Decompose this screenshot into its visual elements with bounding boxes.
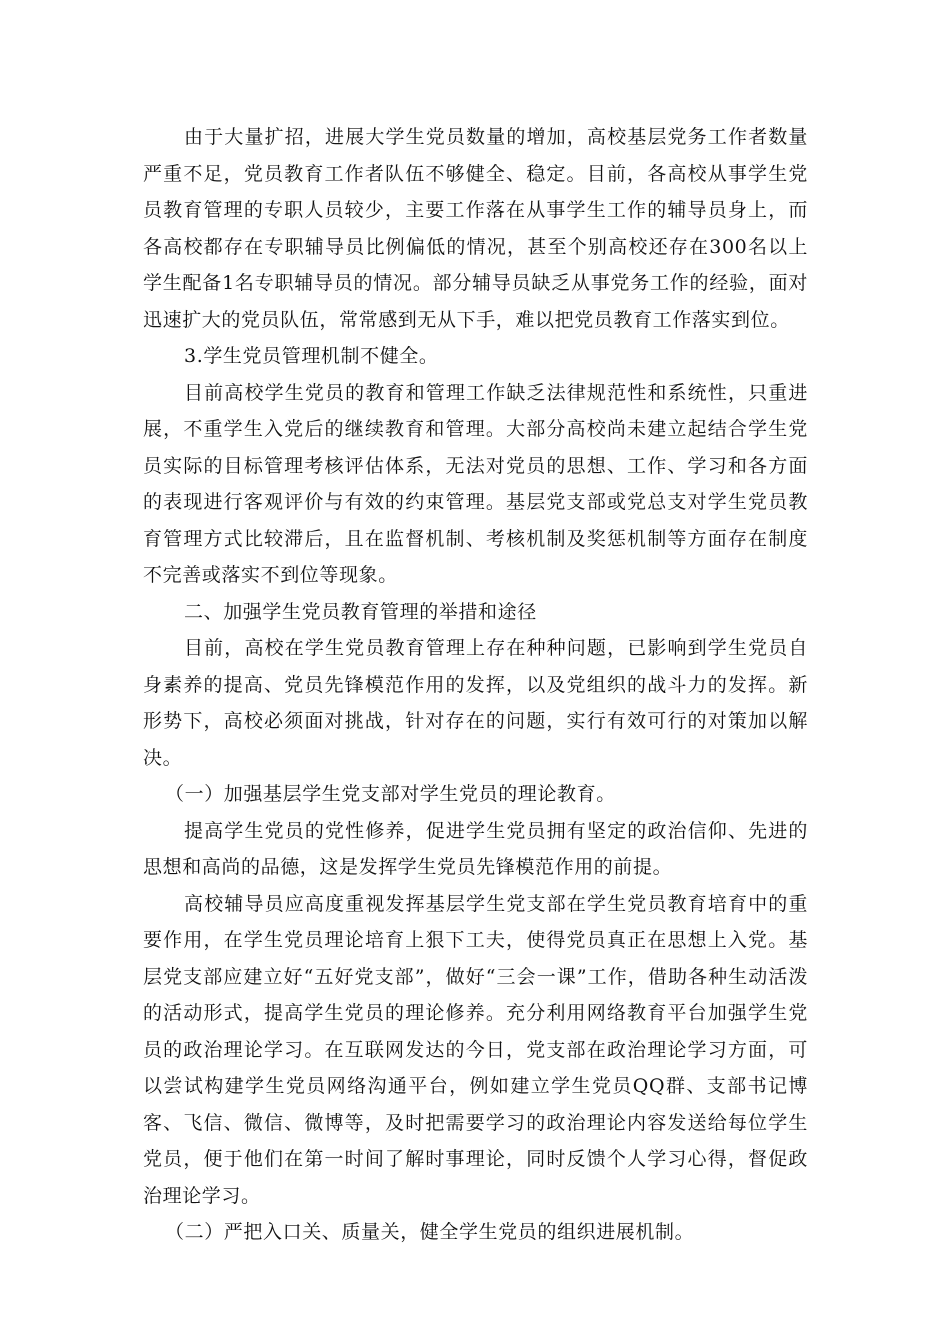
section-heading-measures: 二、加强学生党员教育管理的举措和途径 [184,600,537,623]
paragraph-management-mechanism: 目前高校学生党员的教育和管理工作缺乏法律规范性和系统性，只重进展，不重学生入党后的继续教育和管理。大部分高校尚未建立起结合学生党员实际的目标管理考核评估体系，无法对党员的思想、工作、学习和各方面的表现进行客观评价与有效的约束管理。基层党支部或党总支对学生党员教育管理方式比较滞后，且在监督机制、考核机制及奖惩机制等方面存在制度不完善或落实不到位等现象。 [143,381,808,586]
paragraph-counselor-role: 高校辅导员应高度重视发挥基层学生党支部在学生党员教育培育中的重要作用，在学生党员理论培育上狠下工夫，使得党员真正在思想上入党。基层党支部应建立好“五好党支部”，做好“三会一课”工作，借助各种生动活泼的活动形式，提高学生党员的理论修养。充分利用网络教育平台加强学生党员的政治理论学习。在互联网发达的今日，党支部在政治理论学习方面，可以尝试构建学生党员网络沟通平台，例如建立学生党员QQ群、支部书记博客、飞信、微信、微博等，及时把需要学习的政治理论内容发送给每位学生党员，便于他们在第一时间了解时事理论，同时反馈个人学习心得，督促政治理论学习。 [143,892,808,1207]
paragraph-party-spirit: 提高学生党员的党性修养，促进学生党员拥有坚定的政治信仰、先进的思想和高尚的品德，这是发挥学生党员先锋模范作用的前提。 [143,819,808,878]
subheading-theory-education: （一）加强基层学生党支部对学生党员的理论教育。 [165,783,616,805]
section-heading-management-mechanism: 3.学生党员管理机制不健全。 [184,345,439,367]
subheading-entry-quality: （二）严把入口关、质量关，健全学生党员的组织进展机制。 [165,1221,695,1243]
document-body [143,119,808,1251]
paragraph-workforce-shortage: 由于大量扩招，进展大学生党员数量的增加，高校基层党务工作者数量严重不足，党员教育工作者队伍不够健全、稳定。目前，各高校从事学生党员教育管理的专职人员较少，主要工作落在从事学生工作的辅导员身上，而各高校都存在专职辅导员比例偏低的情况，甚至个别高校还存在300名以上学生配备1名专职辅导员的情况。部分辅导员缺乏从事党务工作的经验，面对迅速扩大的党员队伍，常常感到无从下手，难以把党员教育工作落实到位。 [143,126,808,331]
paragraph-measures-intro: 目前，高校在学生党员教育管理上存在种种问题，已影响到学生党员自身素养的提高、党员先锋模范作用的发挥，以及党组织的战斗力的发挥。新形势下，高校必须面对挑战，针对存在的问题，实行有效可行的对策加以解决。 [143,637,808,769]
